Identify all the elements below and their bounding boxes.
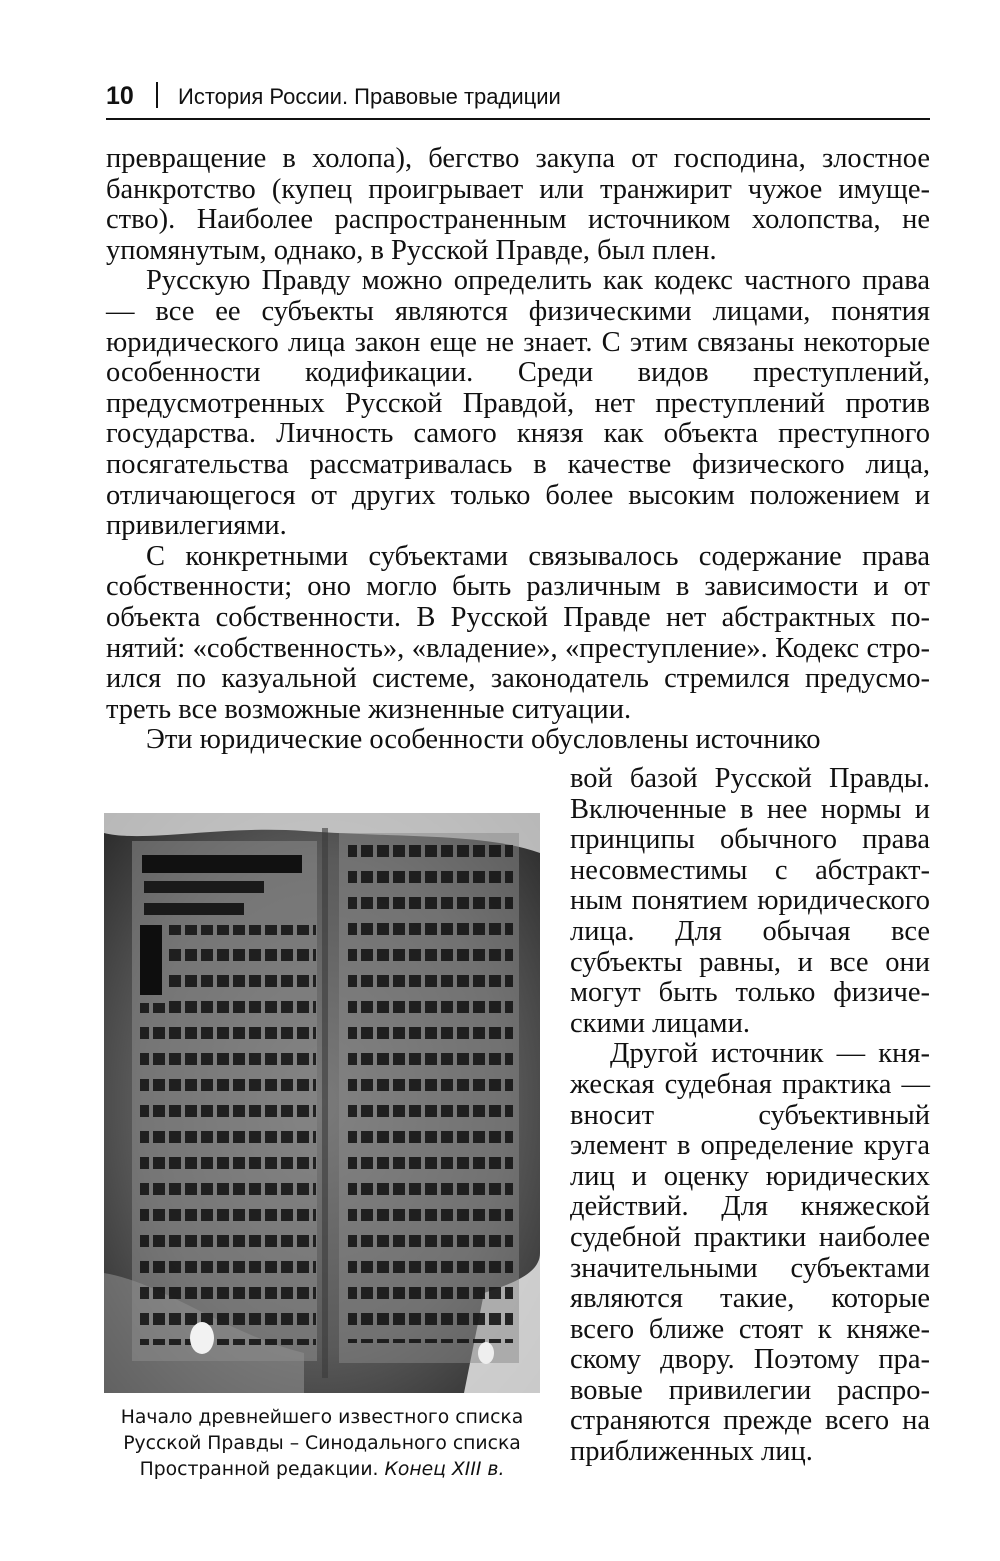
caption-date: Конец XIII в. — [384, 1459, 505, 1480]
running-title: История России. Правовые традиции — [178, 84, 561, 109]
header-rule — [106, 118, 930, 120]
paragraph-4-continued: вой базой Русской Правды. Включенные в нее нормы и принципы обычного права несовместимы с абстрактным понятием юридического лица. Для обычая все субъекты равны, и все они могут быть только физическими лицами. — [570, 763, 930, 1039]
manuscript-figure — [104, 813, 540, 1483]
paragraph-1: превращение в холопа), бегство закупа от господина, злостное банкротство (купец проигрывает или транжирит чужое имущество). Наиболее распространенным источником холопства, не упомянутым, однако, в Русской Правде, был плен. — [106, 143, 930, 266]
header-divider — [156, 82, 158, 108]
manuscript-image — [104, 813, 540, 1393]
column-text — [570, 764, 930, 1468]
page-number: 10 — [106, 82, 134, 110]
page-header — [106, 80, 930, 116]
figure-caption — [104, 1405, 540, 1483]
paragraph-2: Русскую Правду можно определить как кодекс частного права — все ее субъекты являются физическими лицами, понятия юридического лица закон еще не знает. С этим связаны некоторые особенности кодификации. Среди видов преступлений, предусмотренных Русской Правдой, нет преступлений против государства. Личность самого князя как объекта преступного посягательства рассматривалась в качестве физического лица, отличающегося от других только более высоким положением и привилегиями. — [106, 265, 930, 542]
main-text — [106, 144, 930, 756]
paragraph-5: Другой источник — княжеская судебная практика — вносит субъективный элемент в определение круга лиц и оценку юридических действий. Для княжеской судебной практики наиболее значительными субъектами являются такие, которые всего ближе стоят к княжескому двору. Поэтому правовые привилегии распространяются прежде всего на приближенных лиц. — [570, 1038, 930, 1468]
paragraph-3: С конкретными субъектами связывалось содержание права собственности; оно могло быть различным в зависимости и от объекта собственности. В Русской Правде нет абстрактных понятий: «собственность», «владение», «преступление». Кодекс строился по казуальной системе, законодатель стремился предусмотреть все возможные жизненные ситуации. — [106, 540, 930, 725]
caption-text: Начало древнейшего известного списка Русской Правды – Синодального списка Пространной редакции. — [120, 1407, 524, 1480]
paragraph-4-start: Эти юридические особенности обусловлены источнико — [146, 724, 821, 756]
